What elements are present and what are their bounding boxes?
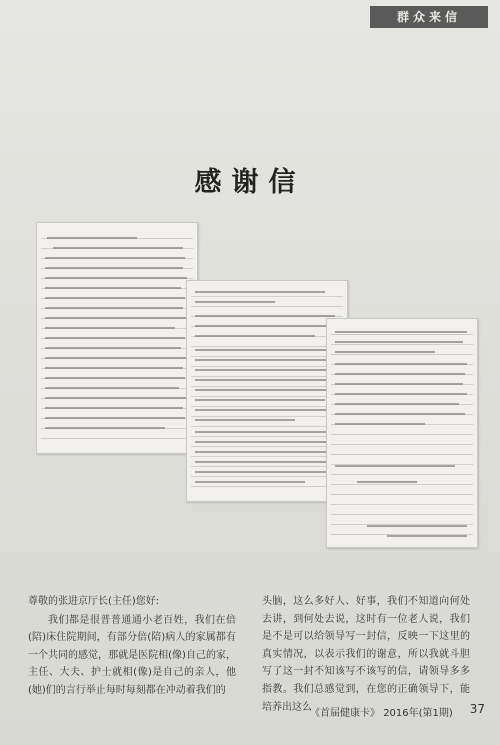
handwritten-letter-scan-2 — [186, 280, 348, 502]
letter-column-left — [28, 593, 236, 700]
issue-label: 2016年(第1期) — [383, 708, 453, 719]
letter-paragraph-right: 头脑，这么多好人、好事，我们不知道向何处去讲，到何处去说，这时有一位老人说，我们是不是可以给领导写一封信，反映一下这里的真实情况，以表示我们的谢意，所以我就斗胆写了这一封不知该写不该写的信，请领导多多指教。我们总感觉到，在您的正确领导下，能培养出这么 — [262, 596, 470, 713]
handwritten-letter-scan-3 — [326, 318, 478, 548]
letter-paragraph-left: 我们都是很普普通通小老百姓，我们在倍(陪)床住院期间，有部分倍(陪)病人的家属都有一个共同的感觉，那就是医院相(像)自己的家，主任、大夫、护士就相(像)是自己的亲人，他(她)们的言行举止每时每刻都在冲动着我们的 — [28, 614, 236, 696]
page-number: 37 — [469, 702, 485, 716]
page-title: 感谢信 — [194, 167, 306, 198]
handwritten-letter-scan-1 — [36, 222, 198, 454]
letter-column-right — [262, 593, 470, 716]
letter-salutation: 尊敬的张进京厅长(主任)您好: — [28, 596, 160, 607]
magazine-name: 《首届健康卡》 — [310, 708, 380, 719]
section-tag: 群众来信 — [370, 6, 488, 28]
page-footer — [310, 704, 485, 719]
